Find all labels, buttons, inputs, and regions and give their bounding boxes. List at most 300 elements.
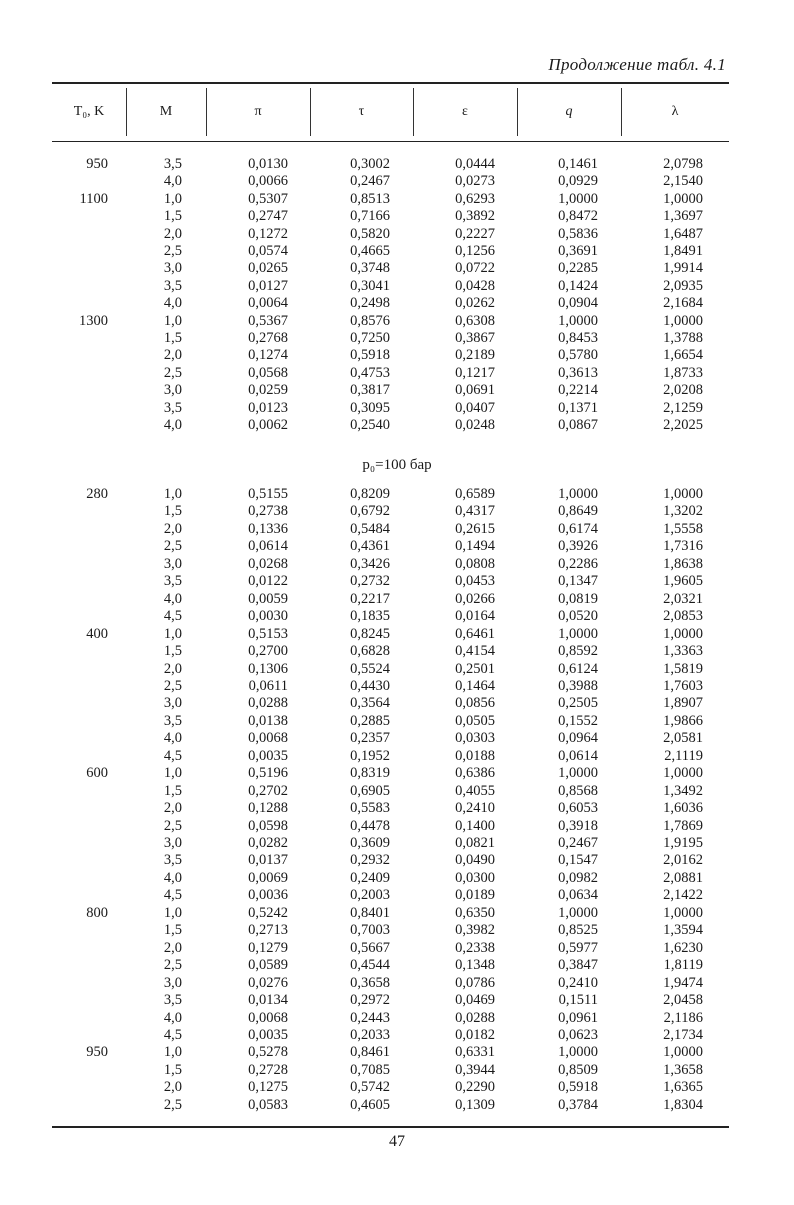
- table-row: [0, 643, 794, 661]
- cell-m: 4,0: [163, 173, 182, 190]
- cell-m: 2,0: [163, 800, 182, 817]
- table-caption: Продолжение табл. 4.1: [548, 55, 726, 74]
- cell-q: 0,0961: [558, 1009, 598, 1026]
- table-row: [0, 365, 794, 383]
- cell-epsilon: 0,6331: [455, 1044, 495, 1061]
- cell-pi: 0,0069: [248, 869, 288, 886]
- table-row: [0, 173, 794, 191]
- cell-pi: 0,1272: [248, 225, 288, 242]
- cell-tau: 0,2443: [350, 1009, 390, 1026]
- cell-lambda: 1,3202: [663, 503, 703, 520]
- cell-epsilon: 0,0164: [455, 608, 495, 625]
- cell-m: 3,0: [163, 974, 182, 991]
- cell-epsilon: 0,3944: [455, 1061, 495, 1078]
- cell-q: 0,0819: [558, 590, 598, 607]
- cell-t0: 950: [86, 156, 108, 172]
- cell-tau: 0,1952: [350, 747, 390, 764]
- header-bottom-rule: [52, 141, 729, 142]
- cell-m: 2,5: [163, 677, 182, 694]
- cell-m: 1,5: [163, 208, 182, 225]
- cell-lambda: 1,6487: [663, 225, 703, 242]
- cell-lambda: 1,6036: [663, 800, 703, 817]
- cell-tau: 0,5742: [350, 1079, 390, 1096]
- cell-tau: 0,4430: [350, 677, 390, 694]
- cell-epsilon: 0,0288: [455, 1009, 495, 1026]
- cell-lambda: 1,0000: [663, 486, 703, 502]
- table-row: [0, 1062, 794, 1080]
- cell-m: 4,0: [163, 1009, 182, 1026]
- cell-epsilon: 0,0300: [455, 869, 495, 886]
- cell-tau: 0,2217: [350, 590, 390, 607]
- cell-q: 0,0614: [558, 747, 598, 764]
- cell-epsilon: 0,6461: [455, 625, 495, 642]
- cell-lambda: 1,9866: [663, 712, 703, 729]
- cell-q: 1,0000: [558, 765, 598, 782]
- cell-m: 2,5: [163, 817, 182, 834]
- cell-m: 1,0: [163, 190, 182, 207]
- cell-q: 0,6124: [558, 660, 598, 677]
- cell-tau: 0,4478: [350, 817, 390, 834]
- cell-q: 1,0000: [558, 486, 598, 502]
- cell-pi: 0,0138: [248, 712, 288, 729]
- cell-tau: 0,5667: [350, 939, 390, 956]
- cell-pi: 0,1336: [248, 520, 288, 537]
- cell-m: 4,0: [163, 295, 182, 312]
- cell-q: 0,0520: [558, 608, 598, 625]
- cell-epsilon: 0,1217: [455, 364, 495, 381]
- cell-pi: 0,0068: [248, 1009, 288, 1026]
- cell-m: 2,0: [163, 225, 182, 242]
- cell-pi: 0,5196: [248, 765, 288, 782]
- cell-lambda: 2,1734: [663, 1026, 703, 1043]
- cell-m: 3,0: [163, 835, 182, 851]
- cell-tau: 0,8401: [350, 904, 390, 921]
- cell-tau: 0,4753: [350, 364, 390, 381]
- cell-epsilon: 0,0273: [455, 173, 495, 190]
- cell-q: 0,3926: [558, 538, 598, 555]
- cell-lambda: 1,0000: [663, 904, 703, 921]
- cell-lambda: 2,1684: [663, 295, 703, 312]
- table-row: [0, 260, 794, 278]
- cell-epsilon: 0,0821: [455, 835, 495, 851]
- cell-epsilon: 0,1464: [455, 677, 495, 694]
- cell-q: 0,1424: [558, 277, 598, 294]
- table-row: [0, 887, 794, 905]
- cell-pi: 0,0614: [248, 538, 288, 555]
- cell-t0: 1100: [79, 190, 108, 207]
- cell-q: 0,0634: [558, 887, 598, 904]
- cell-tau: 0,5484: [350, 520, 390, 537]
- cell-lambda: 1,9195: [663, 835, 703, 851]
- cell-tau: 0,3817: [350, 382, 390, 399]
- cell-m: 2,5: [163, 243, 182, 259]
- cell-pi: 0,0611: [248, 677, 288, 694]
- cell-q: 0,2410: [558, 974, 598, 991]
- cell-m: 3,5: [163, 992, 182, 1009]
- table-row: [0, 730, 794, 748]
- cell-epsilon: 0,4317: [455, 503, 495, 520]
- cell-pi: 0,1275: [248, 1079, 288, 1096]
- table-row: [0, 748, 794, 766]
- cell-epsilon: 0,2290: [455, 1079, 495, 1096]
- cell-tau: 0,4665: [350, 243, 390, 259]
- table-row: [0, 1097, 794, 1115]
- table-row: [0, 521, 794, 539]
- cell-tau: 0,5583: [350, 800, 390, 817]
- pressure-subtitle: p₀=100 бар: [362, 457, 432, 473]
- cell-epsilon: 0,4154: [455, 643, 495, 660]
- cell-epsilon: 0,0505: [455, 712, 495, 729]
- cell-epsilon: 0,0407: [455, 399, 495, 416]
- cell-m: 1,0: [163, 486, 182, 502]
- cell-t0: 280: [86, 486, 108, 502]
- cell-tau: 0,2932: [350, 852, 390, 869]
- cell-lambda: 2,0208: [663, 382, 703, 399]
- cell-tau: 0,7085: [350, 1061, 390, 1078]
- cell-tau: 0,2033: [350, 1026, 390, 1043]
- cell-pi: 0,2768: [248, 330, 288, 346]
- table-row: [0, 538, 794, 556]
- cell-epsilon: 0,0262: [455, 295, 495, 312]
- cell-m: 3,0: [163, 555, 182, 572]
- cell-m: 1,0: [163, 625, 182, 642]
- table-row: [0, 992, 794, 1010]
- cell-lambda: 1,8638: [663, 555, 703, 572]
- table-row: [0, 400, 794, 418]
- cell-lambda: 1,6654: [663, 347, 703, 364]
- header-q-label: q: [565, 104, 573, 119]
- cell-lambda: 2,0581: [663, 730, 703, 747]
- cell-lambda: 2,2025: [663, 417, 703, 433]
- cell-m: 2,5: [163, 364, 182, 381]
- cell-t0: 600: [86, 765, 108, 782]
- table-row: [0, 661, 794, 679]
- cell-lambda: 2,1119: [664, 747, 703, 764]
- cell-epsilon: 0,0428: [455, 277, 495, 294]
- header-m-label: M: [159, 104, 173, 119]
- cell-q: 1,0000: [558, 190, 598, 207]
- cell-lambda: 2,0162: [663, 852, 703, 869]
- cell-q: 0,3988: [558, 677, 598, 694]
- table-row: [0, 678, 794, 696]
- cell-pi: 0,0130: [248, 156, 288, 172]
- cell-lambda: 1,6365: [663, 1079, 703, 1096]
- cell-lambda: 2,1259: [663, 399, 703, 416]
- cell-tau: 0,6905: [350, 782, 390, 799]
- cell-pi: 0,0568: [248, 364, 288, 381]
- cell-tau: 0,8319: [350, 765, 390, 782]
- cell-m: 2,0: [163, 347, 182, 364]
- header-q: [517, 88, 621, 136]
- cell-epsilon: 0,0303: [455, 730, 495, 747]
- header-tau-label: τ: [358, 104, 365, 119]
- header-lambda-label: λ: [671, 104, 679, 119]
- cell-q: 0,1347: [558, 573, 598, 590]
- cell-q: 0,3784: [558, 1096, 598, 1113]
- cell-lambda: 2,1540: [663, 173, 703, 190]
- cell-tau: 0,4544: [350, 957, 390, 974]
- cell-m: 2,5: [163, 538, 182, 555]
- table-row: [0, 783, 794, 801]
- table-row: [0, 1044, 794, 1062]
- cell-pi: 0,0035: [248, 1026, 288, 1043]
- cell-lambda: 1,5558: [663, 520, 703, 537]
- cell-tau: 0,3426: [350, 555, 390, 572]
- cell-lambda: 1,8119: [663, 957, 703, 974]
- cell-q: 0,0904: [558, 295, 598, 312]
- cell-lambda: 2,0935: [663, 277, 703, 294]
- cell-pi: 0,5153: [248, 625, 288, 642]
- cell-tau: 0,2467: [350, 173, 390, 190]
- cell-m: 4,0: [163, 730, 182, 747]
- cell-pi: 0,0589: [248, 957, 288, 974]
- cell-lambda: 2,0798: [663, 156, 703, 172]
- cell-q: 0,2467: [558, 835, 598, 851]
- table-row: [0, 975, 794, 993]
- cell-pi: 0,5155: [248, 486, 288, 502]
- cell-pi: 0,5307: [248, 190, 288, 207]
- cell-m: 3,5: [163, 712, 182, 729]
- cell-pi: 0,2747: [248, 208, 288, 225]
- table-row: [0, 905, 794, 923]
- cell-lambda: 1,8491: [663, 243, 703, 259]
- table-row: [0, 852, 794, 870]
- cell-lambda: 1,9914: [663, 260, 703, 277]
- cell-m: 1,5: [163, 1061, 182, 1078]
- page-number: 47: [389, 1133, 405, 1150]
- cell-tau: 0,3748: [350, 260, 390, 277]
- cell-epsilon: 0,0189: [455, 887, 495, 904]
- cell-epsilon: 0,0786: [455, 974, 495, 991]
- cell-tau: 0,4605: [350, 1096, 390, 1113]
- table-row: [0, 713, 794, 731]
- cell-q: 0,2286: [558, 555, 598, 572]
- cell-pi: 0,0259: [248, 382, 288, 399]
- cell-m: 3,5: [163, 277, 182, 294]
- cell-m: 2,5: [163, 1096, 182, 1113]
- cell-epsilon: 0,0490: [455, 852, 495, 869]
- cell-m: 4,5: [163, 1026, 182, 1043]
- cell-epsilon: 0,2338: [455, 939, 495, 956]
- cell-m: 3,0: [163, 260, 182, 277]
- cell-q: 1,0000: [558, 904, 598, 921]
- cell-m: 1,5: [163, 922, 182, 939]
- cell-tau: 0,8576: [350, 312, 390, 329]
- cell-tau: 0,3609: [350, 835, 390, 851]
- table-row: [0, 835, 794, 853]
- cell-pi: 0,0035: [248, 747, 288, 764]
- cell-m: 4,5: [163, 747, 182, 764]
- header-epsilon: [413, 88, 517, 136]
- cell-epsilon: 0,6308: [455, 312, 495, 329]
- cell-m: 4,5: [163, 608, 182, 625]
- cell-t0: 800: [86, 904, 108, 921]
- cell-lambda: 2,1186: [663, 1009, 703, 1026]
- cell-pi: 0,0030: [248, 608, 288, 625]
- cell-epsilon: 0,0808: [455, 555, 495, 572]
- cell-tau: 0,2972: [350, 992, 390, 1009]
- cell-epsilon: 0,0188: [455, 747, 495, 764]
- cell-lambda: 1,3697: [663, 208, 703, 225]
- cell-q: 0,1547: [558, 852, 598, 869]
- cell-m: 3,0: [163, 382, 182, 399]
- table-row: [0, 573, 794, 591]
- cell-pi: 0,0574: [248, 243, 288, 259]
- table-row: [0, 870, 794, 888]
- cell-lambda: 1,8304: [663, 1096, 703, 1113]
- table-row: [0, 330, 794, 348]
- cell-pi: 0,5367: [248, 312, 288, 329]
- table-row: [0, 1079, 794, 1097]
- cell-tau: 0,5820: [350, 225, 390, 242]
- table-row: [0, 556, 794, 574]
- cell-tau: 0,2885: [350, 712, 390, 729]
- cell-tau: 0,3041: [350, 277, 390, 294]
- table-row: [0, 1027, 794, 1045]
- cell-tau: 0,2003: [350, 887, 390, 904]
- cell-q: 0,8472: [558, 208, 598, 225]
- cell-q: 0,3847: [558, 957, 598, 974]
- cell-epsilon: 0,1348: [455, 957, 495, 974]
- cell-epsilon: 0,2227: [455, 225, 495, 242]
- cell-q: 0,0982: [558, 869, 598, 886]
- table-row: [0, 226, 794, 244]
- cell-m: 4,0: [163, 590, 182, 607]
- cell-pi: 0,1279: [248, 939, 288, 956]
- cell-epsilon: 0,3982: [455, 922, 495, 939]
- cell-tau: 0,3658: [350, 974, 390, 991]
- cell-epsilon: 0,6293: [455, 190, 495, 207]
- cell-q: 1,0000: [558, 1044, 598, 1061]
- cell-m: 2,0: [163, 1079, 182, 1096]
- cell-epsilon: 0,0444: [455, 156, 495, 172]
- header-tau: [310, 88, 413, 136]
- cell-m: 1,0: [163, 904, 182, 921]
- cell-q: 1,0000: [558, 625, 598, 642]
- table-row: [0, 765, 794, 783]
- cell-epsilon: 0,3867: [455, 330, 495, 346]
- cell-epsilon: 0,0453: [455, 573, 495, 590]
- cell-epsilon: 0,2501: [455, 660, 495, 677]
- cell-lambda: 1,7316: [663, 538, 703, 555]
- cell-m: 4,5: [163, 887, 182, 904]
- table-row: [0, 1010, 794, 1028]
- cell-q: 0,1511: [558, 992, 598, 1009]
- cell-lambda: 2,0458: [663, 992, 703, 1009]
- cell-tau: 0,8513: [350, 190, 390, 207]
- table-row: [0, 818, 794, 836]
- cell-tau: 0,7250: [350, 330, 390, 346]
- cell-epsilon: 0,1309: [455, 1096, 495, 1113]
- table-row: [0, 957, 794, 975]
- cell-tau: 0,6792: [350, 503, 390, 520]
- cell-epsilon: 0,0266: [455, 590, 495, 607]
- cell-q: 1,0000: [558, 312, 598, 329]
- cell-pi: 0,0123: [248, 399, 288, 416]
- cell-tau: 0,7166: [350, 208, 390, 225]
- cell-epsilon: 0,1494: [455, 538, 495, 555]
- cell-q: 0,8525: [558, 922, 598, 939]
- cell-lambda: 1,9474: [663, 974, 703, 991]
- cell-tau: 0,3002: [350, 156, 390, 172]
- header-pi-label: π: [254, 104, 262, 119]
- table-row: [0, 191, 794, 209]
- header-t0: [52, 88, 126, 136]
- cell-q: 0,8509: [558, 1061, 598, 1078]
- table-row: [0, 940, 794, 958]
- cell-lambda: 1,3492: [663, 782, 703, 799]
- cell-pi: 0,0064: [248, 295, 288, 312]
- cell-pi: 0,1288: [248, 800, 288, 817]
- cell-q: 0,1461: [558, 156, 598, 172]
- cell-pi: 0,0068: [248, 730, 288, 747]
- cell-lambda: 1,9605: [663, 573, 703, 590]
- cell-epsilon: 0,6350: [455, 904, 495, 921]
- table-bottom-rule: [52, 1126, 729, 1128]
- cell-q: 0,2214: [558, 382, 598, 399]
- cell-q: 0,1552: [558, 712, 598, 729]
- cell-pi: 0,0122: [248, 573, 288, 590]
- cell-pi: 0,0268: [248, 555, 288, 572]
- cell-lambda: 1,8733: [663, 364, 703, 381]
- cell-epsilon: 0,1256: [455, 243, 495, 259]
- cell-lambda: 1,0000: [663, 190, 703, 207]
- cell-lambda: 1,7603: [663, 677, 703, 694]
- cell-pi: 0,0134: [248, 992, 288, 1009]
- table-row: [0, 608, 794, 626]
- cell-epsilon: 0,2410: [455, 800, 495, 817]
- cell-pi: 0,0062: [248, 417, 288, 433]
- cell-pi: 0,5278: [248, 1044, 288, 1061]
- cell-t0: 400: [86, 625, 108, 642]
- table-row: [0, 156, 794, 174]
- cell-pi: 0,0036: [248, 887, 288, 904]
- cell-lambda: 1,7869: [663, 817, 703, 834]
- cell-q: 0,8568: [558, 782, 598, 799]
- cell-q: 0,6053: [558, 800, 598, 817]
- cell-lambda: 1,0000: [663, 312, 703, 329]
- cell-m: 2,0: [163, 939, 182, 956]
- table-row: [0, 278, 794, 296]
- cell-lambda: 2,1422: [663, 887, 703, 904]
- cell-tau: 0,7003: [350, 922, 390, 939]
- cell-m: 3,5: [163, 852, 182, 869]
- cell-m: 1,5: [163, 330, 182, 346]
- table-row: [0, 417, 794, 435]
- cell-tau: 0,5524: [350, 660, 390, 677]
- cell-tau: 0,2540: [350, 417, 390, 433]
- cell-q: 0,8649: [558, 503, 598, 520]
- cell-m: 3,5: [163, 399, 182, 416]
- cell-q: 0,3918: [558, 817, 598, 834]
- cell-pi: 0,1306: [248, 660, 288, 677]
- cell-tau: 0,2409: [350, 869, 390, 886]
- cell-lambda: 1,0000: [663, 625, 703, 642]
- cell-epsilon: 0,0248: [455, 417, 495, 433]
- cell-tau: 0,8461: [350, 1044, 390, 1061]
- table-row: [0, 382, 794, 400]
- header-t0-label: T₀, K: [73, 104, 105, 119]
- cell-pi: 0,0288: [248, 695, 288, 712]
- cell-epsilon: 0,0722: [455, 260, 495, 277]
- cell-lambda: 1,3658: [663, 1061, 703, 1078]
- cell-m: 3,5: [163, 573, 182, 590]
- cell-epsilon: 0,2615: [455, 520, 495, 537]
- cell-q: 0,2285: [558, 260, 598, 277]
- cell-epsilon: 0,6589: [455, 486, 495, 502]
- cell-q: 0,5977: [558, 939, 598, 956]
- cell-tau: 0,2498: [350, 295, 390, 312]
